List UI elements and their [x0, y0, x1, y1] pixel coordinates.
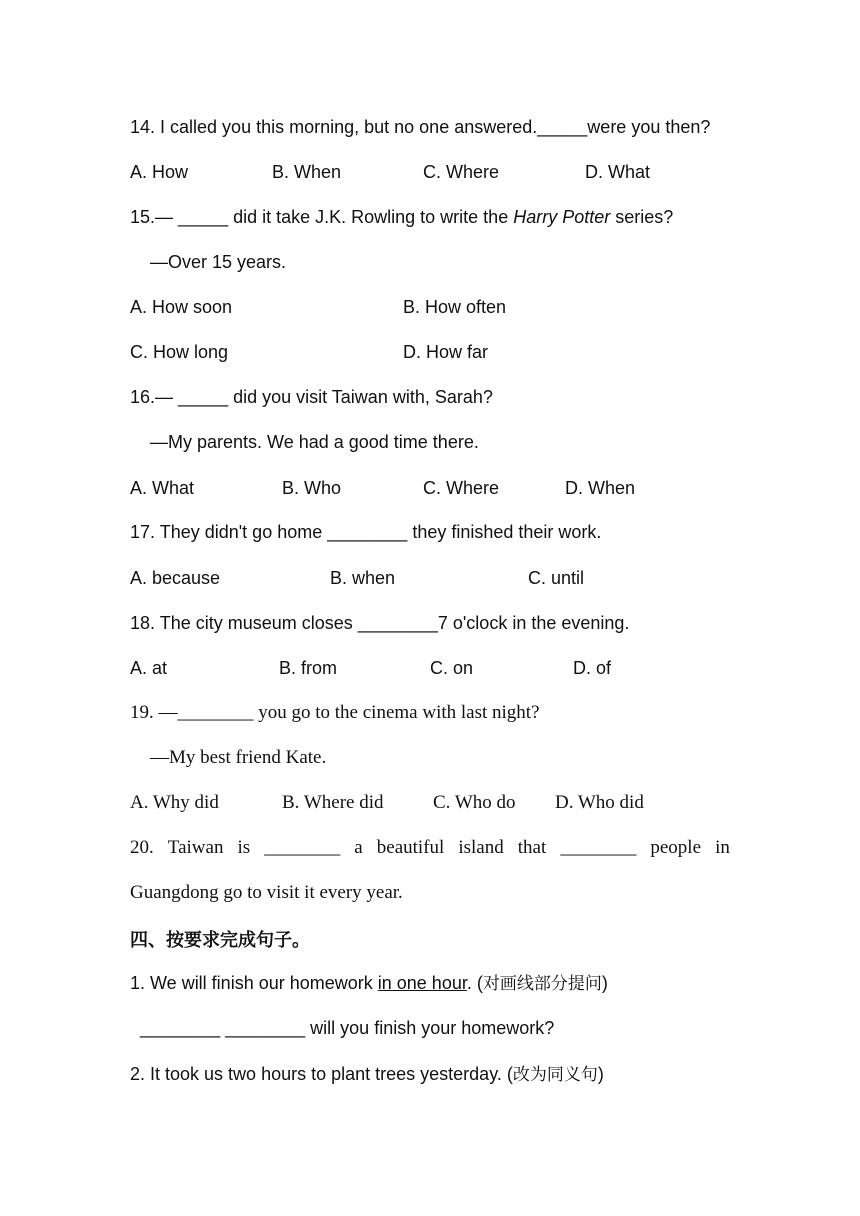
q15-stem-before: 15.— _____ did it take J.K. Rowling to write the — [130, 207, 514, 227]
q14-option-a: A. How — [130, 162, 189, 182]
question-18-stem: 18. The city museum closes ________7 o'clock in the evening. — [130, 613, 630, 633]
q15-option-b: B. How often — [403, 297, 507, 317]
q20-word: Taiwan — [167, 837, 224, 858]
s1-after: . ( — [466, 973, 483, 993]
q16-answer: —My parents. We had a good time there. — [150, 432, 479, 452]
q20-word: island — [458, 837, 504, 858]
q20-word: people — [650, 837, 702, 858]
q15-option-d: D. How far — [403, 342, 489, 362]
s1-answer-line: ________ ________ will you finish your homework? — [140, 1018, 555, 1038]
q19-option-b: B. Where did — [282, 792, 384, 813]
sentence-2 — [130, 1063, 604, 1086]
section-4-title: 四、按要求完成句子。 — [130, 930, 310, 951]
q14-option-c: C. Where — [423, 162, 500, 182]
s1-before: 1. We will finish our homework — [130, 973, 378, 993]
q15-answer: —Over 15 years. — [150, 252, 287, 272]
q15-book-title: Harry Potter — [513, 207, 611, 227]
q20-word: 20. — [130, 837, 154, 858]
q14-option-b: B. When — [272, 162, 342, 182]
q20-word: beautiful — [376, 837, 445, 858]
s2-before: 2. It took us two hours to plant trees yesterday. ( — [130, 1064, 513, 1084]
q18-option-d: D. of — [573, 658, 612, 678]
q19-option-d: D. Who did — [555, 792, 644, 813]
q19-answer: —My best friend Kate. — [150, 747, 327, 768]
q15-option-a: A. How soon — [130, 297, 233, 317]
question-17-stem: 17. They didn't go home ________ they finished their work. — [130, 522, 602, 542]
q17-option-c: C. until — [528, 568, 585, 588]
q20-word: is — [237, 837, 251, 858]
s2-instruction: 改为同义句 — [512, 1065, 598, 1085]
question-20-line-2: Guangdong go to visit it every year. — [130, 882, 403, 903]
q17-option-a: A. because — [130, 568, 221, 588]
question-15-stem — [130, 206, 673, 228]
q16-option-b: B. Who — [282, 478, 342, 498]
q20-word: in — [715, 837, 730, 858]
q20-word: that — [517, 837, 547, 858]
question-19-stem: 19. —________ you go to the cinema with last night? — [130, 702, 540, 723]
q18-option-c: C. on — [430, 658, 474, 678]
q20-word: a — [354, 837, 363, 858]
question-20-line-1 — [130, 837, 730, 859]
question-14-stem: 14. I called you this morning, but no one answered._____were you then? — [130, 117, 711, 137]
q20-blank: ________ — [264, 837, 341, 858]
q19-option-c: C. Who do — [433, 792, 516, 813]
q16-option-a: A. What — [130, 478, 195, 498]
s2-close: ) — [597, 1064, 604, 1084]
q20-blank: ________ — [560, 837, 637, 858]
question-16-stem: 16.— _____ did you visit Taiwan with, Sarah? — [130, 387, 493, 407]
q18-option-a: A. at — [130, 658, 168, 678]
q18-option-b: B. from — [279, 658, 338, 678]
q15-option-c: C. How long — [130, 342, 229, 362]
q15-stem-after: series? — [610, 207, 674, 227]
s1-instruction: 对画线部分提问 — [482, 974, 602, 994]
q16-option-c: C. Where — [423, 478, 500, 498]
q19-option-a: A. Why did — [130, 792, 219, 813]
q14-option-d: D. What — [585, 162, 651, 182]
q16-option-d: D. When — [565, 478, 636, 498]
s1-underlined-phrase: in one hour — [377, 973, 467, 993]
q17-option-b: B. when — [330, 568, 396, 588]
sentence-1 — [130, 972, 608, 995]
s1-close: ) — [601, 973, 608, 993]
